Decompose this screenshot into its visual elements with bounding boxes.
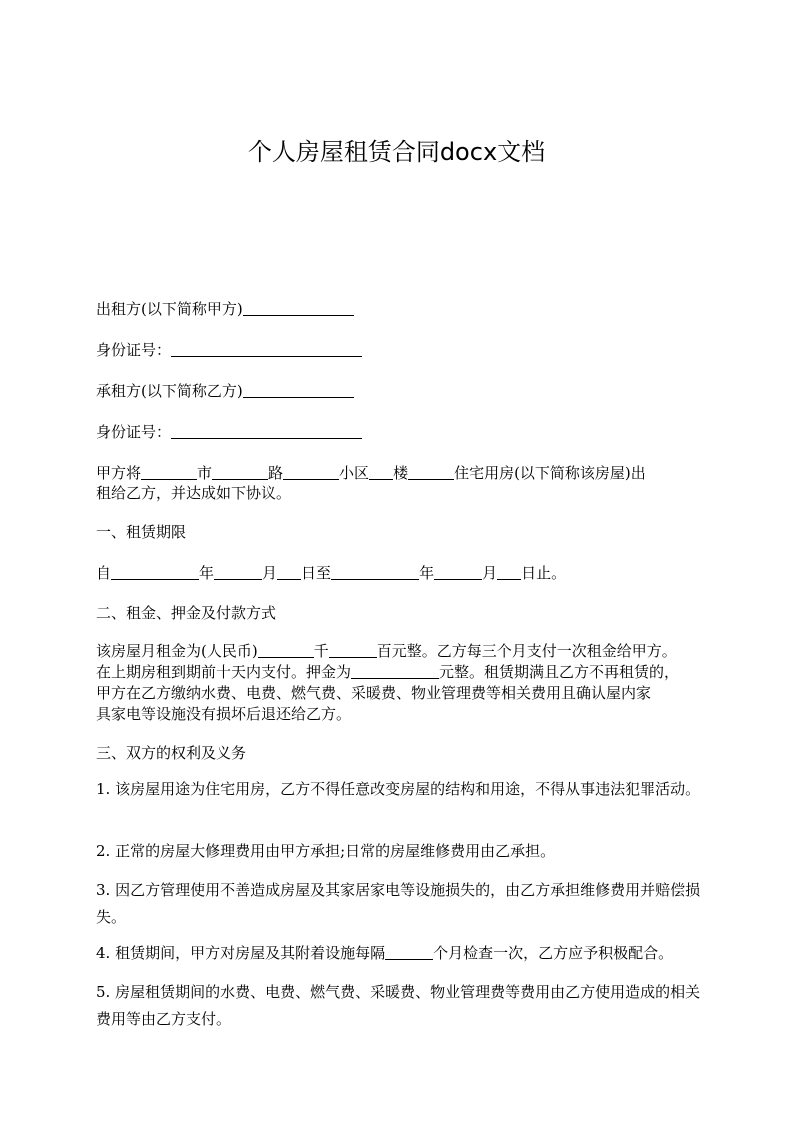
inspection-text-b: 个月检查一次，乙方应予积极配合。 <box>433 944 674 962</box>
lessor-id-label: 身份证号： <box>96 341 172 359</box>
city-blank[interactable] <box>141 464 197 480</box>
inspection-text-a: 4. 租赁期间，甲方对房屋及其附着设施每隔 <box>96 944 386 962</box>
duty-item-4 <box>96 942 708 965</box>
deposit-blank[interactable] <box>351 663 439 679</box>
end-month-blank[interactable] <box>434 564 482 580</box>
lessee-label: 承租方(以下简称乙方) <box>96 382 243 400</box>
section1-heading: 一、租赁期限 <box>96 523 187 541</box>
rent-hundreds-blank[interactable] <box>329 642 377 658</box>
rent-line-4: 具家电等设施没有损坏后退还给乙方。 <box>96 705 352 723</box>
term-year-1: 年 <box>199 564 215 582</box>
lease-term-line <box>96 562 708 585</box>
lessee-id-blank[interactable] <box>171 423 362 439</box>
property-line-2: 租给乙方，并达成如下协议。 <box>96 484 292 502</box>
lessor-id-blank[interactable] <box>171 341 362 357</box>
inspection-interval-blank[interactable] <box>385 944 433 960</box>
lessor-blank[interactable] <box>243 300 354 316</box>
duty-item-5: 5. 房屋租赁期间的水费、电费、燃气费、采暖费、物业管理费等费用由乙方使用造成的相关费用等由乙方支付。 <box>96 983 701 1028</box>
deposit-text-b: 元整。租赁期满且乙方不再租赁的， <box>439 663 680 681</box>
unit-blank[interactable] <box>408 464 454 480</box>
community-blank[interactable] <box>283 464 339 480</box>
start-year-blank[interactable] <box>111 564 199 580</box>
rent-thousands-blank[interactable] <box>258 642 314 658</box>
duty-item-1: 1. 该房屋用途为住宅用房，乙方不得任意改变房屋的结构和用途，不得从事违法犯罪活动。 <box>96 780 701 798</box>
road-label: 路 <box>268 464 284 482</box>
start-day-blank[interactable] <box>277 564 301 580</box>
term-day-2: 日止。 <box>521 564 567 582</box>
road-blank[interactable] <box>212 464 268 480</box>
lessor-line <box>96 298 708 321</box>
term-day-1: 日至 <box>301 564 332 582</box>
property-prefix: 甲方将 <box>96 464 142 482</box>
section3-heading: 三、双方的权利及义务 <box>96 744 247 762</box>
term-month-2: 月 <box>482 564 498 582</box>
property-rest: 住宅用房(以下简称该房屋)出 <box>454 464 646 482</box>
rent-line-2 <box>96 661 708 684</box>
section2-heading: 二、租金、押金及付款方式 <box>96 604 277 622</box>
page-title: 个人房屋租赁合同docx文档 <box>247 138 546 166</box>
lessor-id-line <box>96 339 708 362</box>
start-month-blank[interactable] <box>214 564 262 580</box>
duty-item-2: 2. 正常的房屋大修理费用由甲方承担;日常的房屋维修费用由乙承担。 <box>96 842 556 860</box>
community-label: 小区 <box>339 464 370 482</box>
lessee-line <box>96 380 708 403</box>
duty-item-3: 3. 因乙方管理使用不善造成房屋及其家居家电等设施损失的，由乙方承担维修费用并赔偿损失。 <box>96 881 701 926</box>
deposit-text-a: 在上期房租到期前十天内支付。押金为 <box>96 663 352 681</box>
lessor-label: 出租方(以下简称甲方) <box>96 300 243 318</box>
building-number-blank[interactable] <box>369 464 393 480</box>
rent-line-3: 甲方在乙方缴纳水费、电费、燃气费、采暖费、物业管理费等相关费用且确认屋内家 <box>96 684 652 702</box>
end-day-blank[interactable] <box>497 564 521 580</box>
rent-text-b: 千 <box>313 642 329 660</box>
lessee-blank[interactable] <box>243 382 354 398</box>
lessee-id-line <box>96 421 708 444</box>
rent-text-c: 百元整。乙方每三个月支付一次租金给甲方。 <box>376 642 677 660</box>
building-label: 楼 <box>393 464 409 482</box>
city-label: 市 <box>197 464 213 482</box>
rent-line-1 <box>96 640 708 663</box>
term-month-1: 月 <box>262 564 278 582</box>
end-year-blank[interactable] <box>331 564 419 580</box>
lessee-id-label: 身份证号： <box>96 423 172 441</box>
term-from: 自 <box>96 564 112 582</box>
rent-text-a: 该房屋月租金为(人民币) <box>96 642 258 660</box>
term-year-2: 年 <box>419 564 435 582</box>
